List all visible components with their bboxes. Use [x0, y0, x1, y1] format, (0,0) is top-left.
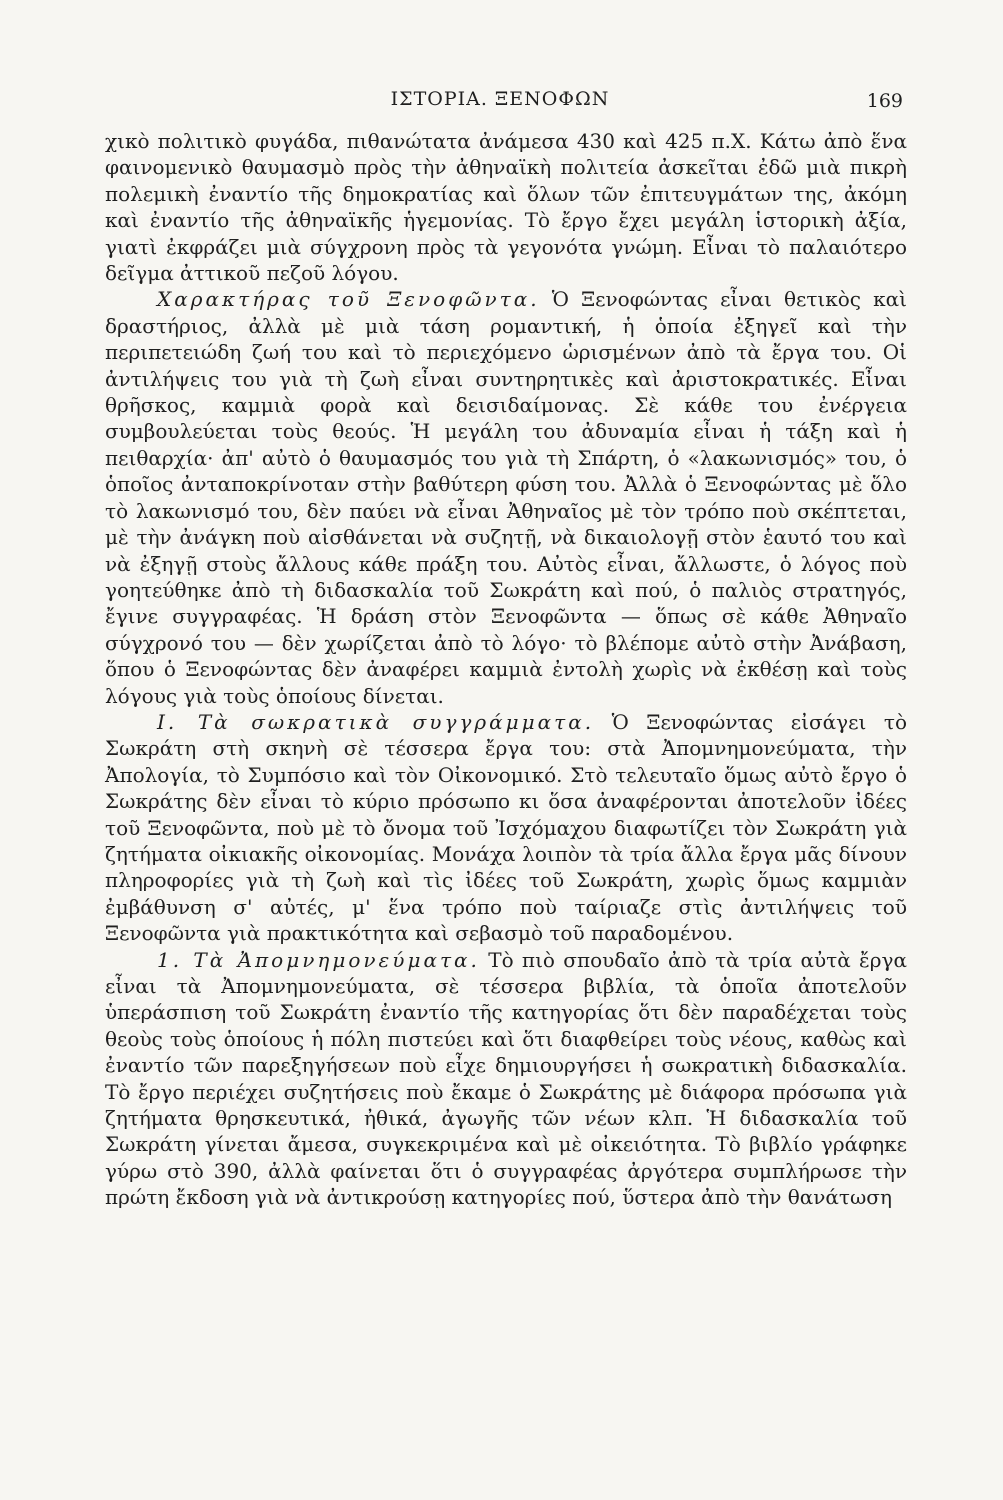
paragraph-text: Ὁ Ξενοφώντας εἶναι θετικὸς καὶ δραστήριος, ἀλλὰ μὲ μιὰ τάση ρομαντική, ἡ ὁποία ἐξηγεῖ καὶ τὴν περιπετειώδη ζωή του καὶ τὸ περιεχόμενο ὡρισμένων ἀπὸ τὰ ἔργα του. Οἱ ἀντιλήψεις του γιὰ τὴ ζωὴ εἶναι συντηρητικὲς καὶ ἀριστοκρατικές. Εἶναι θρῆσκος, καμμιὰ φορὰ καὶ δεισιδαίμονας. Σὲ κάθε του ἐνέργεια συμβουλεύεται τοὺς θεούς. Ἡ μεγάλη του ἀδυναμία εἶναι ἡ τάξη καὶ ἡ πειθαρχία· ἀπ' αὐτὸ ὁ θαυμασμός του γιὰ τὴ Σπάρτη, ὁ «λακωνισμός» του, ὁ ὁποῖος ἀνταποκρίνοταν στὴν βαθύτερη φύση του. Ἀλλὰ ὁ Ξενοφώντας μὲ ὅλο τὸ λακωνισμό του, δὲν παύει νὰ εἶναι Ἀθηναῖος μὲ τὸν τρόπο ποὺ σκέπτεται, μὲ τὴν ἀνάγκη ποὺ αἰσθάνεται νὰ συζητῇ, νὰ δικαιολογῇ στὸν ἑαυτό του καὶ νὰ ἐξηγῇ στοὺς ἄλλους κάθε πράξη του. Αὐτὸς εἶναι, ἄλλωστε, ὁ λόγος ποὺ γοητεύθηκε ἀπὸ τὴ διδασκαλία τοῦ Σωκράτη καὶ πού, ὁ παλιὸς στρατηγός, ἔγινε συγγραφέας. Ἡ δράση στὸν Ξενοφῶντα — ὅπως σὲ κάθε Ἀθηναῖο σύγχρονό του — δὲν χωρίζεται ἀπὸ τὸ λόγο· τὸ βλέπομε αὐτὸ στὴν Ἀνάβαση, ὅπου ὁ Ξενοφώντας δὲν ἀναφέρει καμμιὰ ἐντολὴ χωρὶς νὰ ἐκθέσῃ καὶ τοὺς λόγους γιὰ τοὺς ὁποίους δίνεται.: [105, 287, 907, 708]
section-heading-socratic-works: I. Τὰ σωκρατικὰ συγγράμματα.: [157, 709, 595, 734]
paragraph-text: Τὸ πιὸ σπουδαῖο ἀπὸ τὰ τρία αὐτὰ ἔργα εἶναι τὰ Ἀπομνημονεύματα, σὲ τέσσερα βιβλία, τὰ ὁποῖα ἀποτελοῦν ὑπεράσπιση τοῦ Σωκράτη ἐναντίο τῆς κατηγορίας ὅτι δὲν παραδέχεται τοὺς θεοὺς τοὺς ὁποίους ἡ πόλη πιστεύει καὶ ὅτι διαφθείρει τοὺς νέους, καθὼς καὶ ἐναντίο τῶν παρεξηγήσεων ποὺ εἶχε δημιουργήσει ἡ σωκρατικὴ διδασκαλία. Τὸ ἔργο περιέχει συζητήσεις ποὺ ἔκαμε ὁ Σωκράτης μὲ διάφορα πρόσωπα γιὰ ζητήματα θρησκευτικά, ἠθικά, ἀγωγῆς τῶν νέων κλπ. Ἡ διδασκαλία τοῦ Σωκράτη γίνεται ἄμεσα, συγκεκριμένα καὶ μὲ οἰκειότητα. Τὸ βιβλίο γράφηκε γύρω στὸ 390, ἀλλὰ φαίνεται ὅτι ὁ συγγραφέας ἀργότερα συμπλήρωσε τὴν πρώτη ἔκδοση γιὰ νὰ ἀντικρούσῃ κατηγορίες πού, ὕστερα ἀπὸ τὴν θανάτωση: [105, 947, 907, 1210]
paragraph-text: Ὁ Ξενοφώντας εἰσάγει τὸ Σωκράτη στὴ σκηνὴ σὲ τέσσερα ἔργα του: στὰ Ἀπομνημονεύματα, τὴν Ἀπολογία, τὸ Συμπόσιο καὶ τὸν Οἰκονομικό. Στὸ τελευταῖο ὅμως αὐτὸ ἔργο ὁ Σωκράτης δὲν εἶναι τὸ κύριο πρόσωπο κι ὅσα ἀναφέρονται ἀποτελοῦν ἰδέες τοῦ Ξενοφῶντα, ποὺ μὲ τὸ ὄνομα τοῦ Ἰσχόμαχου διαφωτίζει τὸν Σωκράτη γιὰ ζητήματα οἰκιακῆς οἰκονομίας. Μονάχα λοιπὸν τὰ τρία ἄλλα ἔργα μᾶς δίνουν πληροφορίες γιὰ τὴ ζωὴ καὶ τὶς ἰδέες τοῦ Σωκράτη, χωρὶς ὅμως καμμιὰν ἐμβάθυνση σ' αὐτές, μ' ἕνα τρόπο ποὺ ταίριαζε στὶς ἀντιλήψεις τοῦ Ξενοφῶντα γιὰ πρακτικότητα καὶ σεβασμὸ τοῦ παραδομένου.: [105, 709, 907, 946]
section-heading-memorabilia: 1. Τὰ Ἀπομνημονεύματα.: [157, 947, 480, 972]
paragraph-1: [105, 128, 907, 286]
running-title: ΙΣΤΟΡΙΑ. ΞΕΝΟΦΩΝ: [390, 88, 610, 110]
paragraph-memorabilia: [105, 947, 907, 1211]
paragraph-socratic-works: [105, 709, 907, 947]
section-heading-character: Χαρακτήρας τοῦ Ξενοφῶντα.: [157, 287, 540, 312]
paragraph-character: [105, 286, 907, 709]
paragraph-text: χικὸ πολιτικὸ φυγάδα, πιθανώτατα ἀνάμεσα 430 καὶ 425 π.Χ. Κάτω ἀπὸ ἕνα φαινομενικὸ θαυμασμὸ πρὸς τὴν ἀθηναϊκὴ πολιτεία ἀσκεῖται ἐδῶ μιὰ πικρὴ πολεμικὴ ἐναντίο τῆς δημοκρατίας καὶ ὅλων τῶν ἐπιτευγμάτων της, ἀκόμη καὶ ἐναντίο τῆς ἀθηναϊκῆς ἡγεμονίας. Τὸ ἔργο ἔχει μεγάλη ἱστορικὴ ἀξία, γιατὶ ἐκφράζει μιὰ σύγχρονη πρὸς τὰ γεγονότα γνώμη. Εἶναι τὸ παλαιότερο δεῖγμα ἀττικοῦ πεζοῦ λόγου.: [105, 129, 907, 286]
page-number: 169: [866, 90, 903, 112]
body-text: [105, 128, 907, 1211]
